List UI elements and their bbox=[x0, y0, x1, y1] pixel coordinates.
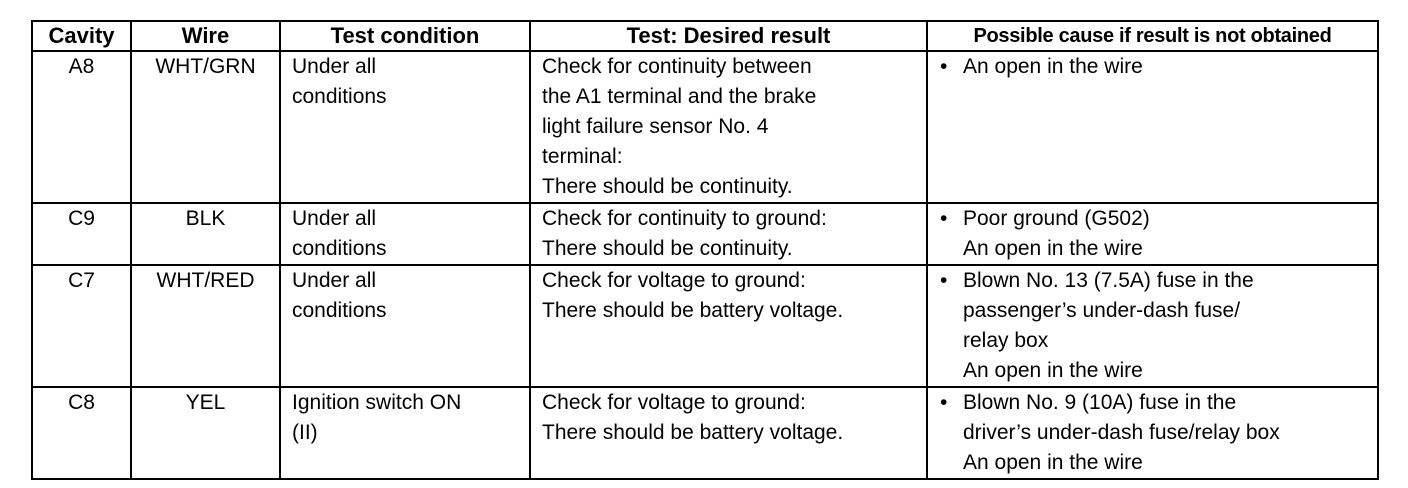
wire-cell: WHT/RED bbox=[131, 265, 280, 387]
bullet-icon: • bbox=[940, 55, 948, 78]
troubleshooting-table bbox=[31, 20, 1379, 480]
table-row bbox=[32, 387, 1378, 479]
cavity-cell: C9 bbox=[32, 203, 131, 265]
header-test-condition: Test condition bbox=[280, 21, 530, 51]
cavity-cell: A8 bbox=[32, 51, 131, 203]
result-cell bbox=[530, 265, 927, 387]
bullet-icon: • bbox=[940, 207, 948, 230]
troubleshooting-table-container bbox=[31, 20, 1377, 480]
cause-line: passenger’s under-dash fuse/ bbox=[963, 299, 1241, 322]
result-line: the A1 terminal and the brake bbox=[542, 85, 817, 108]
result-cell bbox=[530, 51, 927, 203]
bullet-icon: • bbox=[940, 391, 948, 414]
header-desired-result: Test: Desired result bbox=[530, 21, 927, 51]
table-row bbox=[32, 265, 1378, 387]
result-line: Check for voltage to ground: bbox=[542, 391, 806, 414]
cause-line: Blown No. 9 (10A) fuse in the bbox=[963, 391, 1237, 414]
condition-cell bbox=[280, 203, 530, 265]
cause-line: Blown No. 13 (7.5A) fuse in the bbox=[963, 269, 1254, 292]
wire-cell: WHT/GRN bbox=[131, 51, 280, 203]
cause-line: An open in the wire bbox=[963, 55, 1143, 78]
cause-bullet-item bbox=[940, 204, 1375, 234]
result-line: Check for continuity to ground: bbox=[542, 207, 827, 230]
result-line: There should be battery voltage. bbox=[542, 299, 844, 322]
result-line: light failure sensor No. 4 bbox=[542, 115, 769, 138]
cause-bullet-item bbox=[940, 52, 1375, 82]
cavity-cell: C7 bbox=[32, 265, 131, 387]
condition-line: Under all bbox=[292, 207, 377, 230]
result-line: There should be continuity. bbox=[542, 175, 793, 198]
cause-line: An open in the wire bbox=[963, 451, 1143, 474]
cause-line: An open in the wire bbox=[963, 359, 1143, 382]
condition-line: (II) bbox=[292, 421, 318, 444]
condition-line: Under all bbox=[292, 269, 377, 292]
cause-bullet-item bbox=[940, 388, 1375, 418]
result-line: Check for voltage to ground: bbox=[542, 269, 806, 292]
cavity-cell: C8 bbox=[32, 387, 131, 479]
cause-cell bbox=[927, 203, 1378, 265]
header-wire: Wire bbox=[131, 21, 280, 51]
condition-cell bbox=[280, 51, 530, 203]
condition-line: conditions bbox=[292, 237, 387, 260]
table-row bbox=[32, 203, 1378, 265]
result-line: terminal: bbox=[542, 145, 623, 168]
cause-line: Poor ground (G502) bbox=[963, 207, 1150, 230]
result-line: There should be battery voltage. bbox=[542, 421, 844, 444]
cause-line: driver’s under-dash fuse/relay box bbox=[963, 421, 1280, 444]
header-row bbox=[32, 21, 1378, 51]
result-line: There should be continuity. bbox=[542, 237, 793, 260]
header-possible-cause: Possible cause if result is not obtained bbox=[927, 21, 1378, 51]
condition-cell bbox=[280, 387, 530, 479]
condition-cell bbox=[280, 265, 530, 387]
cause-cell bbox=[927, 387, 1378, 479]
wire-cell: BLK bbox=[131, 203, 280, 265]
cause-cell bbox=[927, 265, 1378, 387]
condition-line: conditions bbox=[292, 85, 387, 108]
result-cell bbox=[530, 203, 927, 265]
condition-line: conditions bbox=[292, 299, 387, 322]
cause-bullet-item bbox=[940, 266, 1375, 296]
condition-line: Under all bbox=[292, 55, 377, 78]
cause-line: relay box bbox=[963, 329, 1049, 352]
wire-cell: YEL bbox=[131, 387, 280, 479]
result-line: Check for continuity between bbox=[542, 55, 812, 78]
result-cell bbox=[530, 387, 927, 479]
cause-line: An open in the wire bbox=[963, 237, 1143, 260]
condition-line: Ignition switch ON bbox=[292, 391, 462, 414]
header-cavity: Cavity bbox=[32, 21, 131, 51]
cause-cell bbox=[927, 51, 1378, 203]
table-row bbox=[32, 51, 1378, 203]
bullet-icon: • bbox=[940, 269, 948, 292]
